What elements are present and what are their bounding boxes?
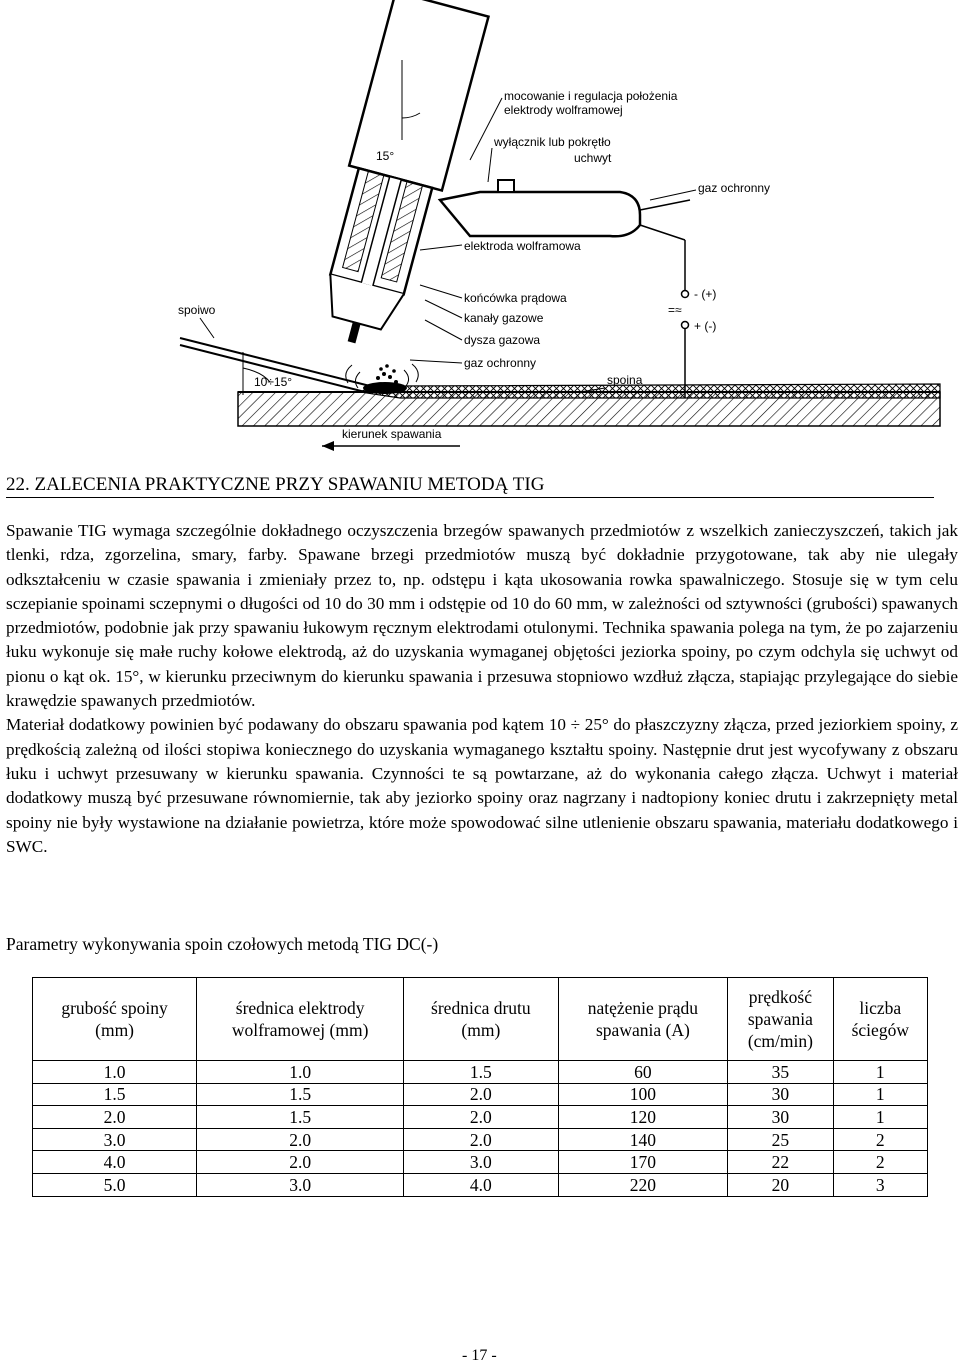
table-cell: 2.0 xyxy=(404,1106,558,1129)
label-switch: wyłącznik lub pokrętło xyxy=(494,135,611,149)
table-cell: 5.0 xyxy=(33,1173,197,1196)
table-cell: 170 xyxy=(558,1151,728,1174)
parameters-table xyxy=(32,977,928,1197)
table-cell: 30 xyxy=(728,1106,833,1129)
table-cell: 22 xyxy=(728,1151,833,1174)
table-cell: 1.5 xyxy=(197,1106,404,1129)
label-mounting-2: elektrody wolframowej xyxy=(504,103,623,117)
table-cell: 2 xyxy=(833,1151,927,1174)
weld-bead xyxy=(360,384,940,398)
header-cell: średnica elektrody wolframowej (mm) xyxy=(197,978,404,1061)
table-cell: 4.0 xyxy=(404,1173,558,1196)
label-polarity-plus: + (-) xyxy=(694,319,717,333)
label-gas-top: gaz ochronny xyxy=(698,181,771,195)
table-cell: 120 xyxy=(558,1106,728,1129)
table-cell: 20 xyxy=(728,1173,833,1196)
table-cell: 1.0 xyxy=(33,1061,197,1084)
header-cell: natężenie prądu spawania (A) xyxy=(558,978,728,1061)
label-contact-tip: końcówka prądowa xyxy=(464,291,567,305)
label-gas-nozzle: dysza gazowa xyxy=(464,333,541,347)
table-cell: 1.0 xyxy=(197,1061,404,1084)
table-cell: 60 xyxy=(558,1061,728,1084)
label-direction: kierunek spawania xyxy=(342,427,442,441)
label-polarity-symbol: =≈ xyxy=(668,303,682,317)
torch-body xyxy=(305,0,488,355)
table-cell: 25 xyxy=(728,1128,833,1151)
table-caption: Parametry wykonywania spoin czołowych metodą TIG DC(-) xyxy=(6,934,439,954)
table-cell: 2 xyxy=(833,1128,927,1151)
table-cell: 1 xyxy=(833,1083,927,1106)
table-row xyxy=(33,1173,928,1196)
table-cell: 2.0 xyxy=(404,1128,558,1151)
table-cell: 1.5 xyxy=(404,1061,558,1084)
paragraph-1: Spawanie TIG wymaga szczególnie dokładnego oczyszczenia brzegów spawanych przedmiotów z wszelkich zanieczyszczeń, takich jak tlenki, rdza, zgorzelina, smary, farby. Spawane brzegi przedmiotów muszą być dokładnie przygotowane, tak aby nie ulegały odkształceniu w czasie spawania i zmieniały przez to, np. odstępu i kąta ukosowania rowka spawalniczego. Stosuje się w tym celu sczepianie spoinami sczepnymi o długości od 10 do 30 mm i odstępie od 10 do 60 mm, w zależności od sztywności (grubości) spawanych przedmiotów, podobnie jak przy spawaniu łukowym ręcznym elektrodami otulonymi. Technika spawania polega na tym, że po zajarzeniu łuku wykonuje się małe ruchy kołowe elektrodą, aż do uzyskania wymaganej objętości jeziorka spoiny, po czym odchyla się uchwyt od pionu o kąt ok. 15°, w kierunku przeciwnym do kierunku spawania i przesuwa stopniowo wzdłuż złącza, stapiając przylegające do siebie krawędzie spawanych przedmiotów. xyxy=(6,521,958,711)
label-filler: spoiwo xyxy=(178,303,216,317)
table-cell: 140 xyxy=(558,1128,728,1151)
body-text xyxy=(6,519,958,859)
table-cell: 4.0 xyxy=(33,1151,197,1174)
table-cell: 35 xyxy=(728,1061,833,1084)
section-heading: 22. ZALECENIA PRAKTYCZNE PRZY SPAWANIU METODĄ TIG xyxy=(6,474,934,498)
table-cell: 3.0 xyxy=(197,1173,404,1196)
label-angle-top: 15° xyxy=(376,149,395,163)
label-weld: spoina xyxy=(607,373,643,387)
table-cell: 30 xyxy=(728,1083,833,1106)
table-cell: 220 xyxy=(558,1173,728,1196)
header-cell: liczba ściegów xyxy=(833,978,927,1061)
table-cell: 2.0 xyxy=(33,1106,197,1129)
table-row xyxy=(33,1106,928,1129)
table-row xyxy=(33,1151,928,1174)
page-number: - 17 - xyxy=(462,1347,497,1364)
table-cell: 2.0 xyxy=(197,1151,404,1174)
table-cell: 1.5 xyxy=(197,1083,404,1106)
table-header-row xyxy=(33,978,928,1061)
tig-torch-diagram xyxy=(0,0,960,460)
table-cell: 2.0 xyxy=(404,1083,558,1106)
header-cell: średnica drutu (mm) xyxy=(404,978,558,1061)
table-cell: 1.5 xyxy=(33,1083,197,1106)
table-cell: 1 xyxy=(833,1106,927,1129)
label-angle-filler: 10÷15° xyxy=(254,375,293,389)
table-row xyxy=(33,1128,928,1151)
welding-direction-arrow xyxy=(322,441,460,451)
table-cell: 1 xyxy=(833,1061,927,1084)
label-mounting: mocowanie i regulacja położenia xyxy=(504,89,678,103)
table-cell: 100 xyxy=(558,1083,728,1106)
label-electrode: elektroda wolframowa xyxy=(464,239,581,253)
table-row xyxy=(33,1061,928,1084)
header-cell: grubość spoiny (mm) xyxy=(33,978,197,1061)
label-gas-channels: kanały gazowe xyxy=(464,311,544,325)
label-gas-bottom: gaz ochronny xyxy=(464,356,537,370)
paragraph-2: Materiał dodatkowy powinien być podawany do obszaru spawania pod kątem 10 ÷ 25° do płaszczyzny złącza, przed jeziorkiem spoiny, z prędkością zależną od ilości stopiwa koniecznego do uzyskania wymaganego kształtu spoiny. Następnie drut jest wycofywany z obszaru łuku i uchwyt przesuwany w kierunku spawania. Czynności te są powtarzane, aż do wykonania całego złącza. Uchwyt i materiał dodatkowy muszą być przesuwane równomiernie, tak aby jeziorko spoiny oraz nagrzany i nadtopiony koniec drutu i zakrzepnięty metal spoiny nie były wystawione na działanie powietrza, które może spowodować silne utlenienie obszaru spawania, materiału dodatkowego i SWC. xyxy=(6,715,958,856)
header-cell: prędkość spawania (cm/min) xyxy=(728,978,833,1061)
weld-pool xyxy=(363,382,407,394)
label-handle: uchwyt xyxy=(574,151,612,165)
table-cell: 3.0 xyxy=(404,1151,558,1174)
table-row xyxy=(33,1083,928,1106)
table-cell: 3 xyxy=(833,1173,927,1196)
label-polarity-minus: - (+) xyxy=(694,287,717,301)
table-cell: 3.0 xyxy=(33,1128,197,1151)
table-cell: 2.0 xyxy=(197,1128,404,1151)
